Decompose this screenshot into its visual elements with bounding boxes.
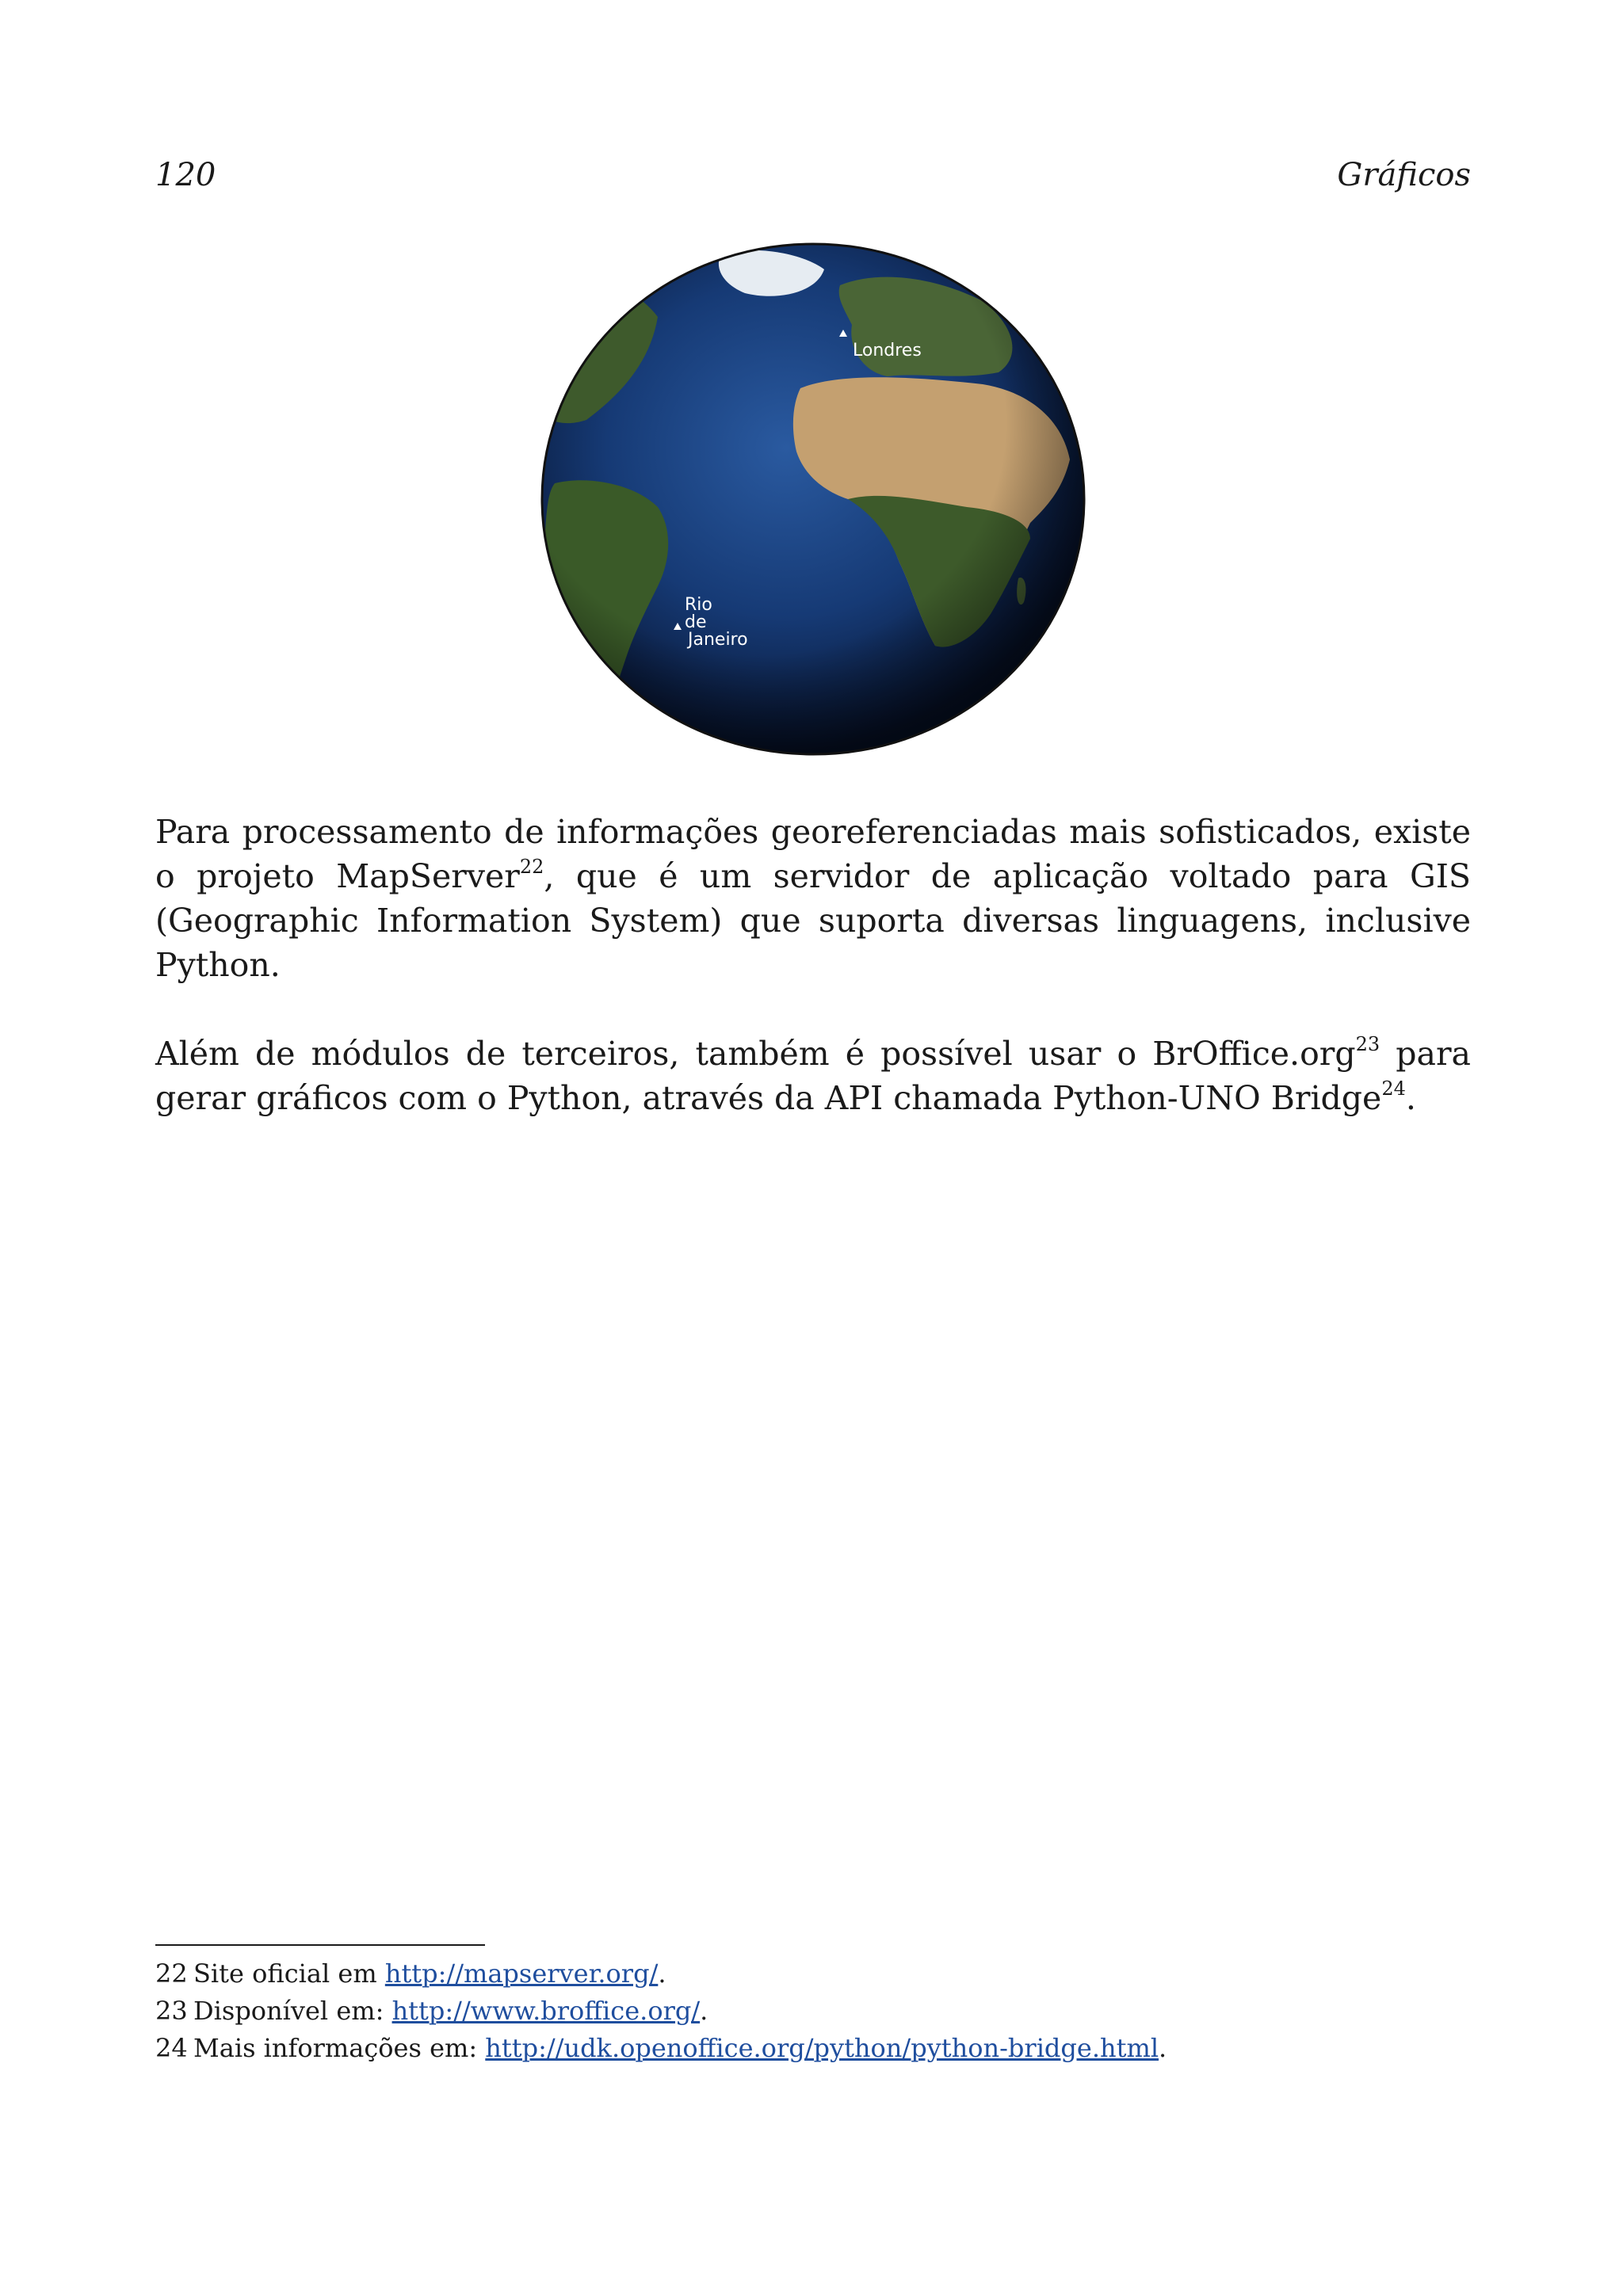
paragraph-1-text-b: , que é um servidor de aplicação voltado para GIS (Geographic Information System) que suporta diversas linguagens, inclusive Python. xyxy=(155,857,1471,984)
paragraph-2-text-a: Além de módulos de terceiros, também é possível usar o BrOffice.org xyxy=(155,1035,1356,1073)
footnote-24 xyxy=(155,2030,1471,2067)
page-number: 120 xyxy=(155,157,216,193)
footnote-number: 22 xyxy=(155,1958,188,1989)
globe-image xyxy=(539,238,1094,761)
running-header xyxy=(155,157,1471,204)
footnote-text: Disponível em: xyxy=(193,1996,392,2026)
footnote-end: . xyxy=(658,1958,666,1989)
footnote-link[interactable]: http://mapserver.org/ xyxy=(384,1958,659,1989)
footnote-ref-22[interactable]: 22 xyxy=(519,856,544,878)
footnote-text: Mais informações em: xyxy=(193,2033,486,2063)
footnote-link[interactable]: http://udk.openoffice.org/python/python-bridge.html xyxy=(485,2033,1159,2063)
section-title: Gráficos xyxy=(1337,157,1471,193)
footnote-number: 23 xyxy=(155,1996,188,2026)
footnote-ref-23[interactable]: 23 xyxy=(1355,1033,1381,1055)
footnote-ref-24[interactable]: 24 xyxy=(1381,1077,1406,1100)
footnote-link[interactable]: http://www.broffice.org/ xyxy=(391,1996,701,2026)
london-label: Londres xyxy=(853,341,922,360)
footnote-end: . xyxy=(1159,2033,1167,2063)
paragraph-1-text-a: Para processamento de informações georeferenciadas mais sofisticados, existe o projeto MapServer xyxy=(155,813,1471,895)
rio-label-line-2: de xyxy=(685,612,707,632)
paragraph-2 xyxy=(155,1032,1471,1120)
paragraph-2-text-c: . xyxy=(1405,1079,1416,1117)
footnote-separator xyxy=(155,1944,485,1946)
paragraph-1 xyxy=(155,810,1471,987)
footnote-number: 24 xyxy=(155,2033,188,2063)
globe-figure xyxy=(539,238,1094,761)
footnote-text: Site oficial em xyxy=(193,1958,385,1989)
footnote-22 xyxy=(155,1955,1471,1993)
footnote-23 xyxy=(155,1993,1471,2030)
paragraph-2-text-b: para gerar gráficos com o Python, através da API chamada Python-UNO Bridge xyxy=(155,1035,1472,1117)
footnote-end: . xyxy=(700,1996,708,2026)
body-text xyxy=(155,810,1471,1165)
globe-shading xyxy=(542,244,1084,754)
rio-label-line-1: Rio xyxy=(685,595,712,615)
rio-label-line-3: Janeiro xyxy=(688,630,748,650)
footnotes xyxy=(155,1955,1471,2067)
